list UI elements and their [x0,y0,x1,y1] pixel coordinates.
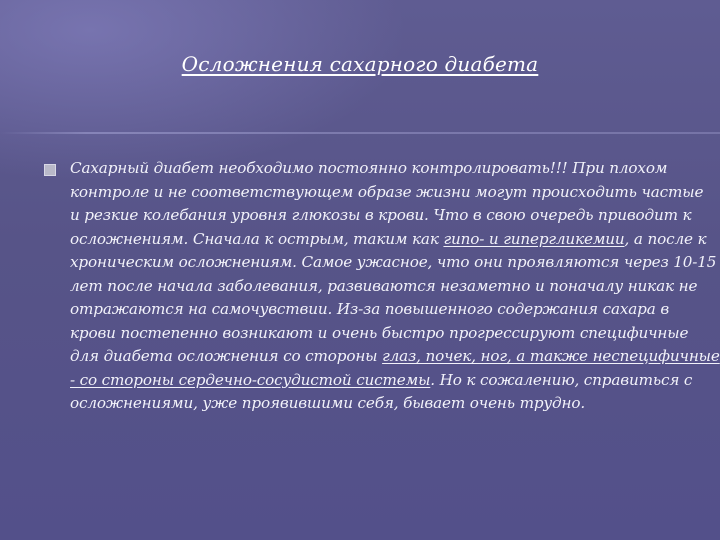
body-line: лет после начала заболевания, развиваются незаметно и поначалу никак не [70,276,698,295]
body-line: крови постепенно возникают и очень быстро прогрессируют специфичные [70,323,689,342]
body-text-span: для диабета осложнения со стороны [70,347,383,365]
body-text-span: , а после к [624,229,707,248]
body-line: осложнениями, уже проявившими себя, бывает очень трудно. [70,394,586,412]
cardiovascular-link[interactable]: - со стороны сердечно-сосудистой системы [70,370,431,389]
body-text-span: . Но к сожалению, справиться с [430,370,693,389]
hypo-hyperglycemia-link[interactable]: гипо- и гипергликемии [443,229,625,248]
body-line [70,228,707,252]
body-line: отражаются на самочувствии. Из-за повышенного содержания сахара в [70,300,670,318]
slide-title: Осложнения сахарного диабета [181,52,539,76]
title-separator [0,132,720,134]
body-line: и резкие колебания уровня глюкозы в крови. Что в свою очередь приводит к [70,206,692,224]
square-bullet-icon [44,164,56,176]
body-text-span: необходимо постоянно контролировать!!! При плохом [213,159,668,177]
body-line [70,369,693,393]
body-line: контроле и не соответствующем образе жизни могут происходить частые [70,182,704,201]
body-line [70,157,682,181]
term-diabetes: Сахарный диабет [70,159,214,177]
body-line: хроническим осложнениям. Самое ужасное, что они проявляются через 10-15 [70,253,717,271]
body-line [70,345,720,369]
body-paragraph [70,157,720,416]
eyes-kidneys-legs-link[interactable]: глаз, почек, ног, а также неспецифичные [382,347,720,365]
body-text-span: осложнениям. Сначала к острым, таким как [70,229,444,248]
